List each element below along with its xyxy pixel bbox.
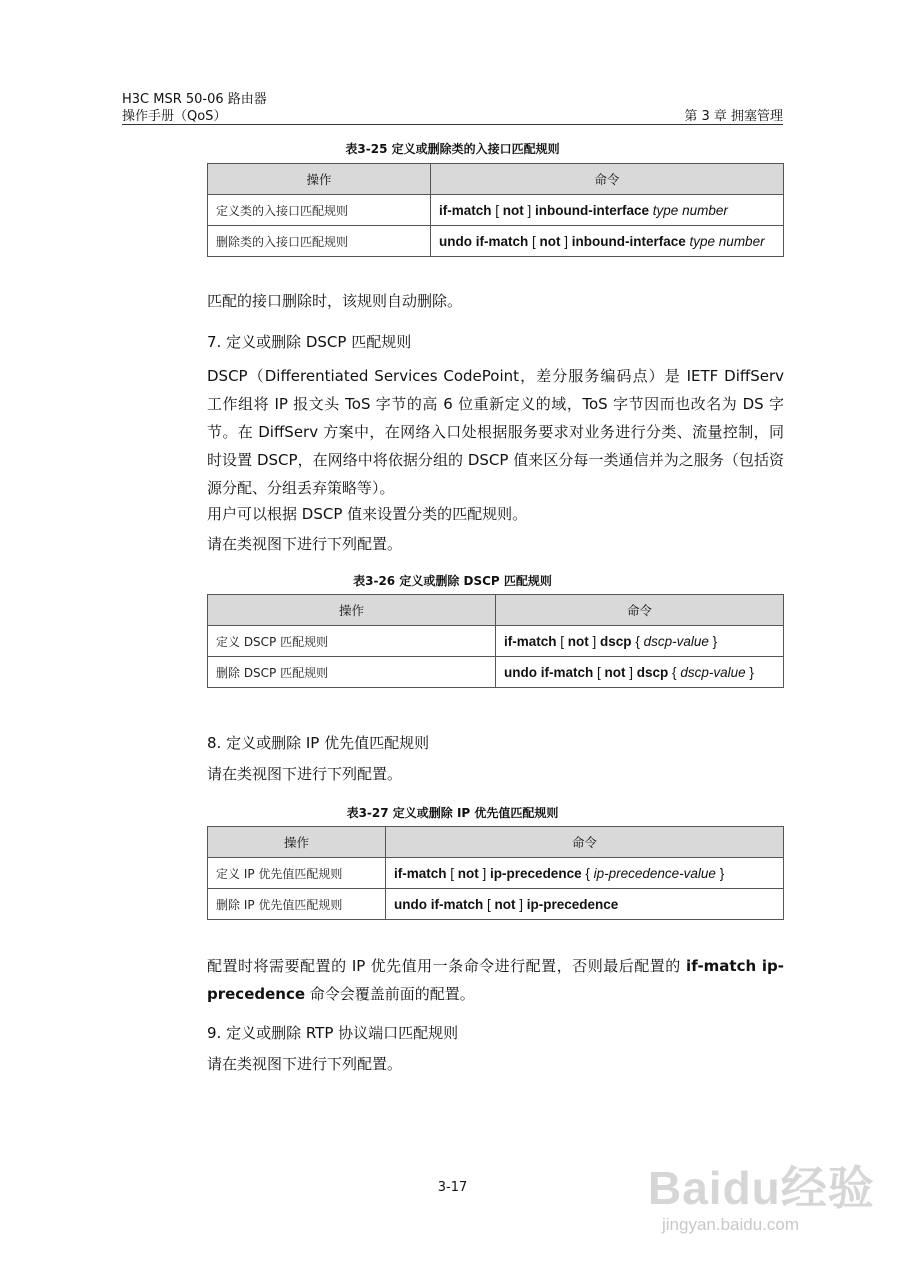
operation-cell: 删除类的入接口匹配规则: [208, 226, 431, 257]
page-number: 3-17: [437, 1180, 468, 1195]
command-cell: undo if-match [ not ] ip-precedence: [386, 889, 784, 920]
col-header-command: 命令: [386, 827, 784, 858]
watermark-site: jingyan.baidu.com: [662, 1215, 800, 1234]
header-product: H3C MSR 50-06 路由器: [122, 92, 267, 107]
command-cell: undo if-match [ not ] inbound-interface type number: [431, 226, 784, 257]
table-row: [208, 626, 784, 657]
table-caption-3-26: 表3-26 定义或删除 DSCP 匹配规则: [353, 574, 552, 588]
section-heading-8: 8. 定义或删除 IP 优先值匹配规则: [207, 734, 430, 752]
operation-cell: 定义类的入接口匹配规则: [208, 195, 431, 226]
section-heading-7: 7. 定义或删除 DSCP 匹配规则: [207, 333, 412, 351]
operation-cell: 定义 DSCP 匹配规则: [208, 626, 496, 657]
paragraph: 匹配的接口删除时，该规则自动删除。: [207, 292, 463, 310]
paragraph: 请在类视图下进行下列配置。: [207, 535, 403, 553]
col-header-operation: 操作: [208, 827, 386, 858]
section-heading-9: 9. 定义或删除 RTP 协议端口匹配规则: [207, 1024, 459, 1042]
operation-cell: 定义 IP 优先值匹配规则: [208, 858, 386, 889]
table-row: [208, 657, 784, 688]
col-header-command: 命令: [496, 595, 784, 626]
table-row: [208, 889, 784, 920]
col-header-operation: 操作: [208, 595, 496, 626]
table-caption-3-27: 表3-27 定义或删除 IP 优先值匹配规则: [346, 806, 559, 820]
header-chapter: 第 3 章 拥塞管理: [684, 109, 783, 124]
header-rule: [122, 124, 783, 125]
paragraph: 请在类视图下进行下列配置。: [207, 765, 403, 783]
table-row: [208, 858, 784, 889]
paragraph: 请在类视图下进行下列配置。: [207, 1055, 403, 1073]
command-cell: if-match [ not ] dscp { dscp-value }: [496, 626, 784, 657]
table-3-26: [207, 594, 784, 688]
table-3-25: [207, 163, 784, 257]
operation-cell: 删除 DSCP 匹配规则: [208, 657, 496, 688]
command-cell: undo if-match [ not ] dscp { dscp-value }: [496, 657, 784, 688]
col-header-operation: 操作: [208, 164, 431, 195]
watermark-logo: Baidu经验: [648, 1162, 875, 1214]
paragraph-ip-precedence: 配置时将需要配置的 IP 优先值用一条命令进行配置，否则最后配置的 if-match ip-precedence 命令会覆盖前面的配置。: [207, 957, 785, 1003]
table-caption-3-25: 表3-25 定义或删除类的入接口匹配规则: [345, 142, 560, 156]
paragraph: 用户可以根据 DSCP 值来设置分类的匹配规则。: [207, 505, 528, 523]
col-header-command: 命令: [431, 164, 784, 195]
table-row: [208, 226, 784, 257]
table-row: [208, 195, 784, 226]
header-manual: 操作手册（QoS）: [122, 109, 227, 124]
operation-cell: 删除 IP 优先值匹配规则: [208, 889, 386, 920]
table-3-27: [207, 826, 784, 920]
paragraph-dscp: DSCP（Differentiated Services CodePoint，差分服务编码点）是 IETF DiffServ 工作组将 IP 报文头 ToS 字节的高 6 位重新定义的域，ToS 字节因而也改名为 DS 字节。在 DiffServ 方案中，在网络入口处根据服务要求对业务进行分类、流量控制，同时设置 DSCP，在网络中将依据分组的 DSCP 值来区分每一类通信并为之服务（包括资源分配、分组丢弃策略等）。: [207, 367, 784, 497]
command-cell: if-match [ not ] ip-precedence { ip-precedence-value }: [386, 858, 784, 889]
command-cell: if-match [ not ] inbound-interface type number: [431, 195, 784, 226]
